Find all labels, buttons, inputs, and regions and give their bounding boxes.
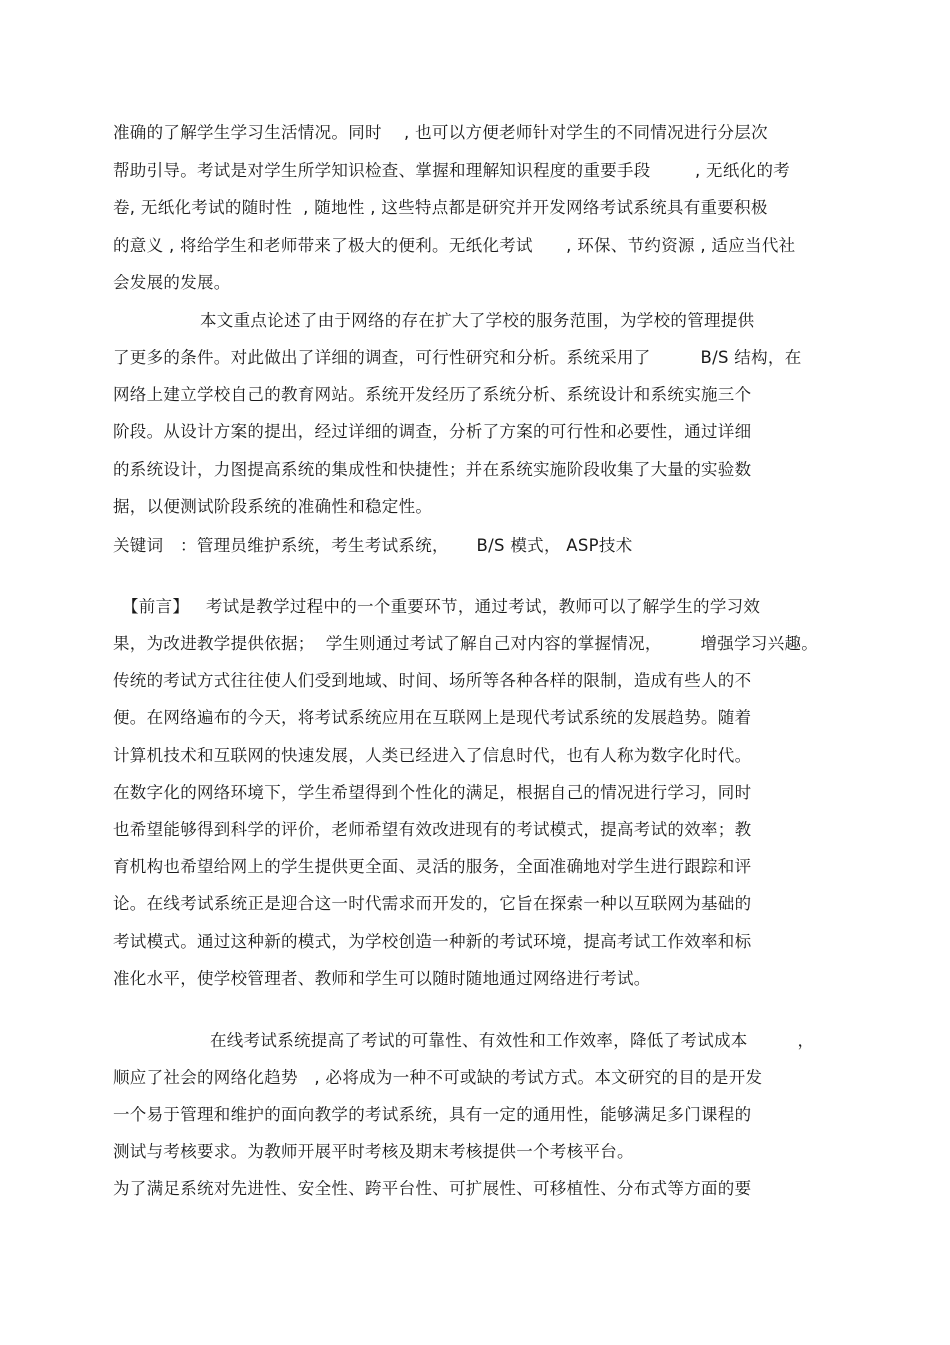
p3-line-1: 【前言】 考试是教学过程中的一个重要环节，通过考试，教师可以了解学生的学习效 [122,597,761,616]
p1-line-3: 卷, 无纸化考试的随时性 , 随地性 , 这些特点都是研究并开发网络考试系统具有重要积极 [113,198,768,217]
p3-line-9: 论。在线考试系统正是迎合这一时代需求而开发的，它旨在探索一种以互联网为基础的 [113,894,752,913]
p2-line-6: 据，以便测试阶段系统的准确性和稳定性。 [113,497,433,516]
p2-line-3: 网络上建立学校自己的教育网站。系统开发经历了系统分析、系统设计和系统实施三个 [113,385,752,404]
p2-line-4: 阶段。从设计方案的提出，经过详细的调查，分析了方案的可行性和必要性，通过详细 [113,422,752,441]
p2-line-5: 的系统设计，力图提高系统的集成性和快捷性；并在系统实施阶段收集了大量的实验数 [113,460,752,479]
p3-line-7: 也希望能够得到科学的评价，老师希望有效改进现有的考试模式，提高考试的效率；教 [113,820,752,839]
p1-line-5: 会发展的发展。 [113,273,231,292]
p2-line-2: 了更多的条件。对此做出了详细的调查，可行性研究和分析。系统采用了 B/S 结构，在 [113,348,802,367]
p4-line-2: 顺应了社会的网络化趋势 , 必将成为一种不可或缺的考试方式。本文研究的目的是开发 [113,1068,763,1087]
p4-line-3: 一个易于管理和维护的面向教学的考试系统，具有一定的通用性，能够满足多门课程的 [113,1105,752,1124]
p3-line-2: 果，为改进教学提供依据； 学生则通过考试了解自己对内容的掌握情况， 增强学习兴趣。 [113,634,819,653]
p4-line-4: 测试与考核要求。为教师开展平时考核及期末考核提供一个考核平台。 [113,1142,634,1161]
p2-line-1: 本文重点论述了由于网络的存在扩大了学校的服务范围，为学校的管理提供 [200,311,755,330]
p1-line-1: 准确的了解学生学习生活情况。同时 , 也可以方便老师针对学生的不同情况进行分层次 [113,123,768,142]
p1-line-4: 的意义 , 将给学生和老师带来了极大的便利。无纸化考试 , 环保、节约资源 , 适应当代社 [113,236,796,255]
p3-line-10: 考试模式。通过这种新的模式，为学校创造一种新的考试环境，提高考试工作效率和标 [113,932,752,951]
p3-line-5: 计算机技术和互联网的快速发展，人类已经进入了信息时代，也有人称为数字化时代。 [113,746,752,765]
p4-line-1: 在线考试系统提高了考试的可靠性、有效性和工作效率，降低了考试成本 ， [210,1031,815,1050]
p3-line-6: 在数字化的网络环境下，学生希望得到个性化的满足，根据自己的情况进行学习，同时 [113,783,752,802]
p3-line-8: 育机构也希望给网上的学生提供更全面、灵活的服务，全面准确地对学生进行跟踪和评 [113,857,752,876]
p3-line-3: 传统的考试方式往往使人们受到地域、时间、场所等各种各样的限制，造成有些人的不 [113,671,752,690]
p3-line-4: 便。在网络遍布的今天，将考试系统应用在互联网上是现代考试系统的发展趋势。随着 [113,708,752,727]
p3-line-11: 准化水平，使学校管理者、教师和学生可以随时随地通过网络进行考试。 [113,969,651,988]
keywords-line: 关键词 ：管理员维护系统，考生考试系统， B/S 模式， ASP技术 [113,536,633,555]
p5-line-1: 为了满足系统对先进性、安全性、跨平台性、可扩展性、可移植性、分布式等方面的要 [113,1179,752,1198]
p1-line-2: 帮助引导。考试是对学生所学知识检查、掌握和理解知识程度的重要手段 , 无纸化的考 [113,161,791,180]
